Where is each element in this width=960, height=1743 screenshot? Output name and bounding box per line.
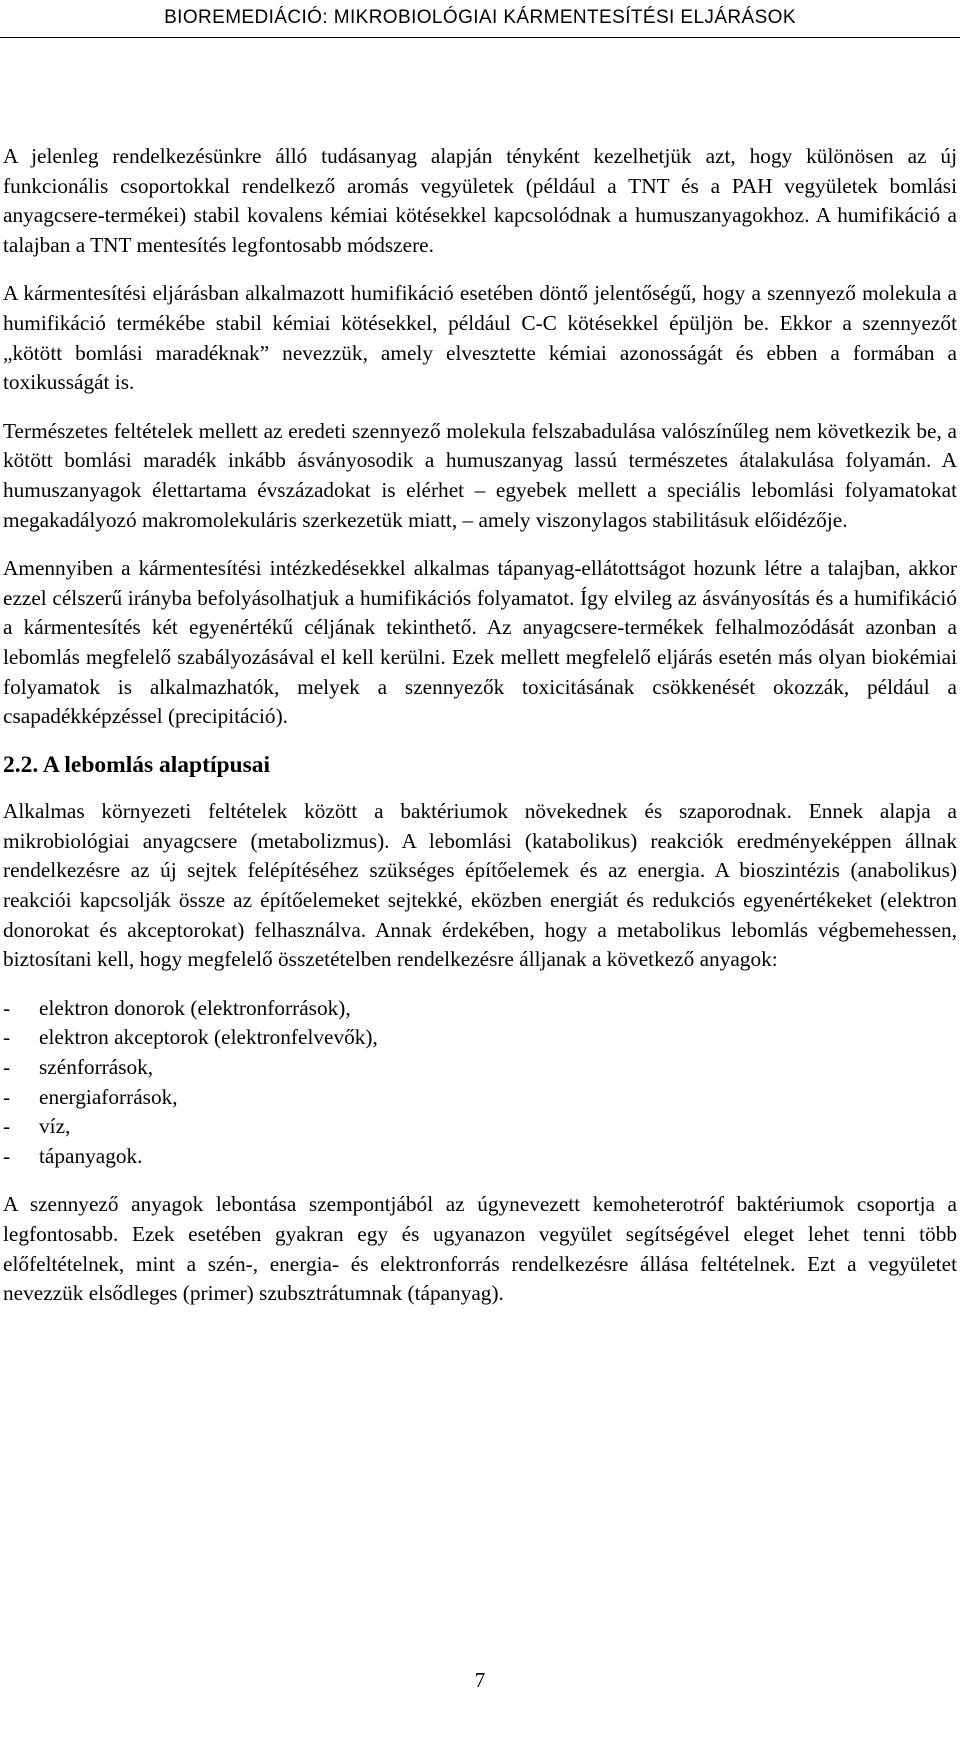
list-dash: - [3,995,11,1020]
list-item-text: tápanyagok. [39,1143,143,1168]
list-item-text: elektron donorok (elektronforrások), [39,995,351,1020]
list-item-text: víz, [39,1114,71,1139]
header-divider [0,37,960,38]
page-body [3,142,957,1328]
list-dash: - [3,1055,11,1080]
closing-paragraph: A szennyező anyagok lebontása szempontjából az úgynevezett kemoheterotróf baktériumok csoportja a legfontosabb. Ezek esetében gyakran egy és ugyanazon vegyület segítségével eleget lehet tenni több előfeltételnek, mint a szén-, energia- és elektronforrás rendelkezésre állása feltételnek. Ezt a vegyületet nevezzük elsődleges (primer) szubsztrátumnak (tápanyag). [3,1192,957,1306]
list-item [3,1142,957,1172]
section-intro: Alkalmas környezeti feltételek között a baktériumok növekednek és szaporodnak. Ennek alapja a mikrobiológiai anyagcsere (metabolizmus). A lebomlási (katabolikus) reakciók eredményeképpen állnak rendelkezésre az új sejtek felépítéséhez szükséges építőelemek és az energia. A bioszintézis (anabolikus) reakciói kapcsolják össze az építőelemeket sejtekké, eközben energiát és redukciós egyenértékeket (elektron donorokat és akceptorokat) felhasználva. Annak érdekében, hogy a metabolikus lebomlás végbemehessen, biztosítani kell, hogy megfelelő összetételben rendelkezésre álljanak a következő anyagok: [3,799,957,972]
paragraph: Természetes feltételek mellett az eredeti szennyező molekula felszabadulása valószínűleg nem következik be, a kötött bomlási maradék inkább ásványosodik a humuszanyag lassú természetes átalakulása folyamán. A humuszanyagok élettartama évszázadokat is elérhet – egyebek mellett a speciális lebomlási folyamatokat megakadályozó makromolekuláris szerkezetük miatt, – amely viszonylagos stabilitásuk előidézője. [3,418,957,532]
list-dash: - [3,1143,11,1168]
requirements-list [3,994,957,1172]
list-item-text: energiaforrások, [39,1084,178,1109]
list-dash: - [3,1084,11,1109]
list-item [3,1023,957,1053]
list-item [3,1112,957,1142]
list-item [3,1053,957,1083]
section-heading: 2.2. A lebomlás alaptípusai [3,751,271,778]
list-item [3,994,957,1024]
running-header: BIOREMEDIÁCIÓ: MIKROBIOLÓGIAI KÁRMENTESÍTÉSI ELJÁRÁSOK [164,7,796,28]
paragraph: A kármentesítési eljárásban alkalmazott humifikáció esetében döntő jelentőségű, hogy a szennyező molekula a humifikáció termékébe stabil kémiai kötésekkel, például C-C kötésekkel épüljön be. Ekkor a szennyezőt „kötött bomlási maradéknak” nevezzük, amely elvesztette kémiai azonosságát és ebben a formában a toxikusságát is. [3,281,957,395]
paragraph: A jelenleg rendelkezésünkre álló tudásanyag alapján tényként kezelhetjük azt, hogy különösen az új funkcionális csoportokkal rendelkező aromás vegyületek (például a TNT és a PAH vegyületek bomlási anyagcsere-termékei) stabil kovalens kémiai kötésekkel kapcsolódnak a humuszanyagokhoz. A humifikáció a talajban a TNT mentesítés legfontosabb módszere. [3,144,957,257]
page-number: 7 [474,1668,486,1692]
list-item [3,1083,957,1113]
paragraph: Amennyiben a kármentesítési intézkedésekkel alkalmas tápanyag-ellátottságot hozunk létre a talajban, akkor ezzel célszerű irányba befolyásolhatjuk a humifikációs folyamatot. Így elvileg az ásványosítás és a humifikáció a kármentesítés két egyenértékű céljának tekinthető. Az anyagcsere-termékek felhalmozódását azonban a lebomlás megfelelő szabályozásával el kell kerülni. Ezek mellett megfelelő eljárás esetén más olyan biokémiai folyamatok is alkalmazhatók, melyek a szennyezők toxicitásának csökkenését okozzák, például a csapadékképzéssel (precipitáció). [3,556,957,729]
list-dash: - [3,1025,11,1050]
list-item-text: elektron akceptorok (elektronfelvevők), [39,1025,378,1050]
list-item-text: szénforrások, [39,1055,154,1080]
list-dash: - [3,1114,11,1139]
